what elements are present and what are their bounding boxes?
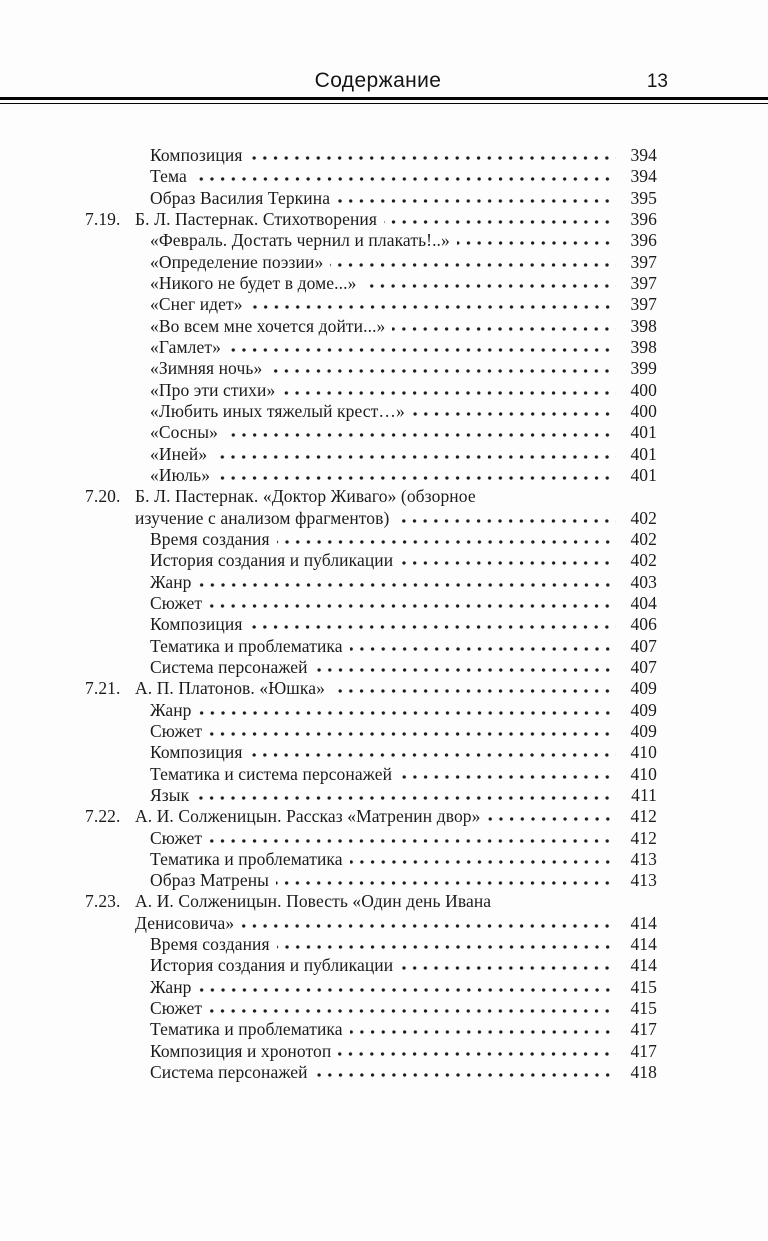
toc-entry-title: «Иней» xyxy=(150,443,208,464)
toc-entry-title: изучение с анализом фрагментов) xyxy=(135,507,390,528)
dot-leader xyxy=(337,191,616,204)
toc-entry-title: Жанр xyxy=(150,976,192,997)
toc-entry xyxy=(85,230,657,251)
toc-entry-title: Образ Матрены xyxy=(150,870,270,891)
toc-entry xyxy=(85,337,657,358)
toc-entry-number: 7.22. xyxy=(85,806,121,827)
dot-leader xyxy=(315,660,616,673)
toc-entry-page: 403 xyxy=(630,571,657,592)
dot-leader xyxy=(249,745,616,758)
toc-entry-page: 409 xyxy=(630,720,657,741)
toc-entry xyxy=(85,806,657,827)
toc-entry-title: Время создания xyxy=(150,528,270,549)
toc-entry xyxy=(85,444,657,465)
toc-entry xyxy=(85,1019,657,1040)
toc-entry-page: 413 xyxy=(630,848,657,869)
toc-entry-page: 402 xyxy=(630,550,657,571)
toc-entry xyxy=(85,764,657,785)
toc-entry xyxy=(85,700,657,721)
toc-entry-title: История создания и публикации xyxy=(150,550,394,571)
dot-leader xyxy=(199,575,616,588)
toc-entry xyxy=(85,465,657,486)
toc-entry-title: Жанр xyxy=(150,699,192,720)
toc-entry-title: Время создания xyxy=(150,934,270,955)
toc-entry-page: 414 xyxy=(630,934,657,955)
toc-entry-page: 415 xyxy=(630,976,657,997)
toc-entry-page: 398 xyxy=(630,315,657,336)
toc-entry-page: 407 xyxy=(630,635,657,656)
dot-leader xyxy=(228,340,616,353)
dot-leader xyxy=(209,1001,616,1014)
toc-entry-page: 401 xyxy=(630,464,657,485)
toc-entry xyxy=(85,913,657,934)
toc-entry-page: 402 xyxy=(630,528,657,549)
toc-entry xyxy=(85,188,657,209)
toc-entry-title: Композиция xyxy=(150,614,243,635)
dot-leader xyxy=(396,511,616,524)
toc-entry-number: 7.19. xyxy=(85,208,121,229)
toc-entry-title: «Гамлет» xyxy=(150,336,221,357)
toc-entry-page: 413 xyxy=(630,870,657,891)
toc-entry xyxy=(85,998,657,1019)
toc-entry xyxy=(85,572,657,593)
toc-entry-title: «Любить иных тяжелый крест…» xyxy=(150,400,405,421)
toc-entry xyxy=(85,273,657,294)
dot-leader xyxy=(225,425,616,438)
page-header-title: Содержание xyxy=(314,69,442,92)
dot-leader xyxy=(217,468,616,481)
dot-leader xyxy=(350,639,616,652)
toc-entry xyxy=(85,316,657,337)
toc-entry xyxy=(85,721,657,742)
toc-entry-title: Жанр xyxy=(150,571,192,592)
toc-entry-title: Композиция xyxy=(150,145,243,165)
dot-leader xyxy=(400,958,616,971)
toc-entry-title: А. И. Солженицын. Рассказ «Матренин двор» xyxy=(135,806,481,827)
toc-entry-page: 397 xyxy=(630,251,657,272)
toc-list xyxy=(0,104,768,1083)
toc-entry-title: «Июль» xyxy=(150,464,211,485)
dot-leader xyxy=(315,1065,616,1078)
toc-entry xyxy=(85,891,657,912)
toc-entry-title: Тематика и система персонажей xyxy=(150,763,393,784)
dot-leader xyxy=(412,404,616,417)
toc-entry xyxy=(85,1041,657,1062)
toc-entry-page: 396 xyxy=(630,208,657,229)
toc-entry-title: «Снег идет» xyxy=(150,294,243,315)
toc-entry xyxy=(85,870,657,891)
toc-entry-page: 397 xyxy=(630,272,657,293)
toc-entry-title: Сюжет xyxy=(150,998,203,1019)
toc-entry xyxy=(85,977,657,998)
toc-entry xyxy=(85,636,657,657)
toc-entry-title: А. И. Солженицын. Повесть «Один день Ивана xyxy=(135,891,492,912)
dot-leader xyxy=(209,724,616,737)
toc-entry-page: 409 xyxy=(630,699,657,720)
toc-entry xyxy=(85,934,657,955)
dot-leader xyxy=(277,937,616,950)
toc-entry xyxy=(85,955,657,976)
toc-entry xyxy=(85,380,657,401)
toc-entry xyxy=(85,166,657,187)
toc-entry-title: Тематика и проблематика xyxy=(150,635,343,656)
dot-leader xyxy=(350,1022,616,1035)
dot-leader xyxy=(330,255,616,268)
dot-leader xyxy=(363,276,616,289)
toc-entry-title: Тематика и проблематика xyxy=(150,848,343,869)
toc-entry xyxy=(85,1062,657,1083)
toc-entry-page: 417 xyxy=(630,1019,657,1040)
toc-entry xyxy=(85,145,657,166)
toc-entry-title: Образ Василия Теркина xyxy=(150,187,331,208)
dot-leader xyxy=(249,148,616,161)
toc-entry-title: «Февраль. Достать чернил и плакать!..» xyxy=(150,230,450,251)
toc-entry xyxy=(85,678,657,699)
toc-entry-title: «Во всем мне хочется дойти...» xyxy=(150,315,386,336)
dot-leader xyxy=(276,873,616,886)
toc-entry xyxy=(85,657,657,678)
page-header xyxy=(0,0,768,97)
toc-entry xyxy=(85,401,657,422)
toc-entry-page: 397 xyxy=(630,294,657,315)
toc-entry-page: 407 xyxy=(630,656,657,677)
toc-entry-page: 414 xyxy=(630,955,657,976)
toc-entry-page: 395 xyxy=(630,187,657,208)
toc-entry-title: «Сосны» xyxy=(150,422,218,443)
toc-entry xyxy=(85,529,657,550)
toc-entry-page: 418 xyxy=(630,1062,657,1083)
toc-entry xyxy=(85,252,657,273)
toc-entry-page: 409 xyxy=(630,678,657,699)
toc-entry-title: Тематика и проблематика xyxy=(150,1019,343,1040)
page-number: 13 xyxy=(646,71,668,92)
dot-leader xyxy=(282,383,616,396)
dot-leader xyxy=(399,767,616,780)
toc-entry-title: «Определение поэзии» xyxy=(150,251,324,272)
toc-entry-page: 402 xyxy=(630,507,657,528)
toc-entry-page: 394 xyxy=(630,145,657,165)
toc-entry-title: Композиция и хронотоп xyxy=(150,1040,332,1061)
dot-leader xyxy=(392,319,616,332)
toc-entry-page: 410 xyxy=(630,763,657,784)
dot-leader xyxy=(332,681,616,694)
toc-entry-page: 399 xyxy=(630,358,657,379)
toc-entry-number: 7.21. xyxy=(85,678,121,699)
toc-entry xyxy=(85,486,657,507)
toc-entry xyxy=(85,550,657,571)
dot-leader xyxy=(196,788,616,801)
toc-entry-page: 412 xyxy=(630,806,657,827)
dot-leader xyxy=(209,831,616,844)
dot-leader xyxy=(214,447,616,460)
toc-entry-title: Сюжет xyxy=(150,592,203,613)
toc-entry-page: 401 xyxy=(630,443,657,464)
dot-leader xyxy=(384,212,616,225)
toc-entry xyxy=(85,209,657,230)
toc-entry-page: 400 xyxy=(630,400,657,421)
dot-leader xyxy=(249,617,616,630)
header-rule-thick xyxy=(0,97,768,100)
toc-entry xyxy=(85,422,657,443)
toc-entry-page: 404 xyxy=(630,592,657,613)
toc-entry-title: Тема xyxy=(150,166,187,187)
dot-leader xyxy=(338,1044,616,1057)
toc-entry-page: 394 xyxy=(630,166,657,187)
toc-entry-page: 406 xyxy=(630,614,657,635)
toc-entry-number: 7.23. xyxy=(85,891,121,912)
dot-leader xyxy=(209,596,616,609)
dot-leader xyxy=(277,532,616,545)
toc-entry-page: 400 xyxy=(630,379,657,400)
toc-entry xyxy=(85,828,657,849)
dot-leader xyxy=(269,361,616,374)
dot-leader xyxy=(350,852,616,865)
dot-leader xyxy=(250,297,616,310)
toc-entry xyxy=(85,593,657,614)
toc-entry-title: «Про эти стихи» xyxy=(150,379,276,400)
toc-entry-page: 396 xyxy=(630,230,657,251)
toc-entry-title: Сюжет xyxy=(150,827,203,848)
dot-leader xyxy=(194,169,616,182)
toc-entry-title: «Никого не будет в доме...» xyxy=(150,272,357,293)
toc-entry-title: Б. Л. Пастернак. «Доктор Живаго» (обзорное xyxy=(135,486,476,507)
toc-entry xyxy=(85,785,657,806)
toc-entry-page: 415 xyxy=(630,998,657,1019)
dot-leader xyxy=(488,809,617,822)
toc-entry-page: 411 xyxy=(631,784,657,805)
toc-entry xyxy=(85,294,657,315)
toc-entry xyxy=(85,508,657,529)
toc-entry-title: А. П. Платонов. «Юшка» xyxy=(135,678,325,699)
toc-entry xyxy=(85,614,657,635)
toc-entry-title: Б. Л. Пастернак. Стихотворения xyxy=(135,208,378,229)
toc-entry-page: 398 xyxy=(630,336,657,357)
dot-leader xyxy=(199,980,616,993)
toc-entry-title: Сюжет xyxy=(150,720,203,741)
toc-entry-page: 401 xyxy=(630,422,657,443)
toc-entry-title: История создания и публикации xyxy=(150,955,394,976)
toc-entry-page: 410 xyxy=(630,742,657,763)
toc-entry xyxy=(85,742,657,763)
toc-entry-page: 417 xyxy=(630,1040,657,1061)
toc-entry-title: Система персонажей xyxy=(150,656,308,677)
toc-entry-title: Язык xyxy=(150,784,190,805)
toc-entry-title: Композиция xyxy=(150,742,243,763)
dot-leader xyxy=(241,916,616,929)
dot-leader xyxy=(457,233,616,246)
toc-entry-page: 414 xyxy=(630,912,657,933)
toc-entry-title: Система персонажей xyxy=(150,1062,308,1083)
toc-entry-number: 7.20. xyxy=(85,486,121,507)
dot-leader xyxy=(199,703,616,716)
toc-entry xyxy=(85,358,657,379)
toc-entry-title: «Зимняя ночь» xyxy=(150,358,263,379)
dot-leader xyxy=(400,553,616,566)
toc-entry-page: 412 xyxy=(630,827,657,848)
toc-entry xyxy=(85,849,657,870)
toc-entry-title: Денисовича» xyxy=(135,912,235,933)
